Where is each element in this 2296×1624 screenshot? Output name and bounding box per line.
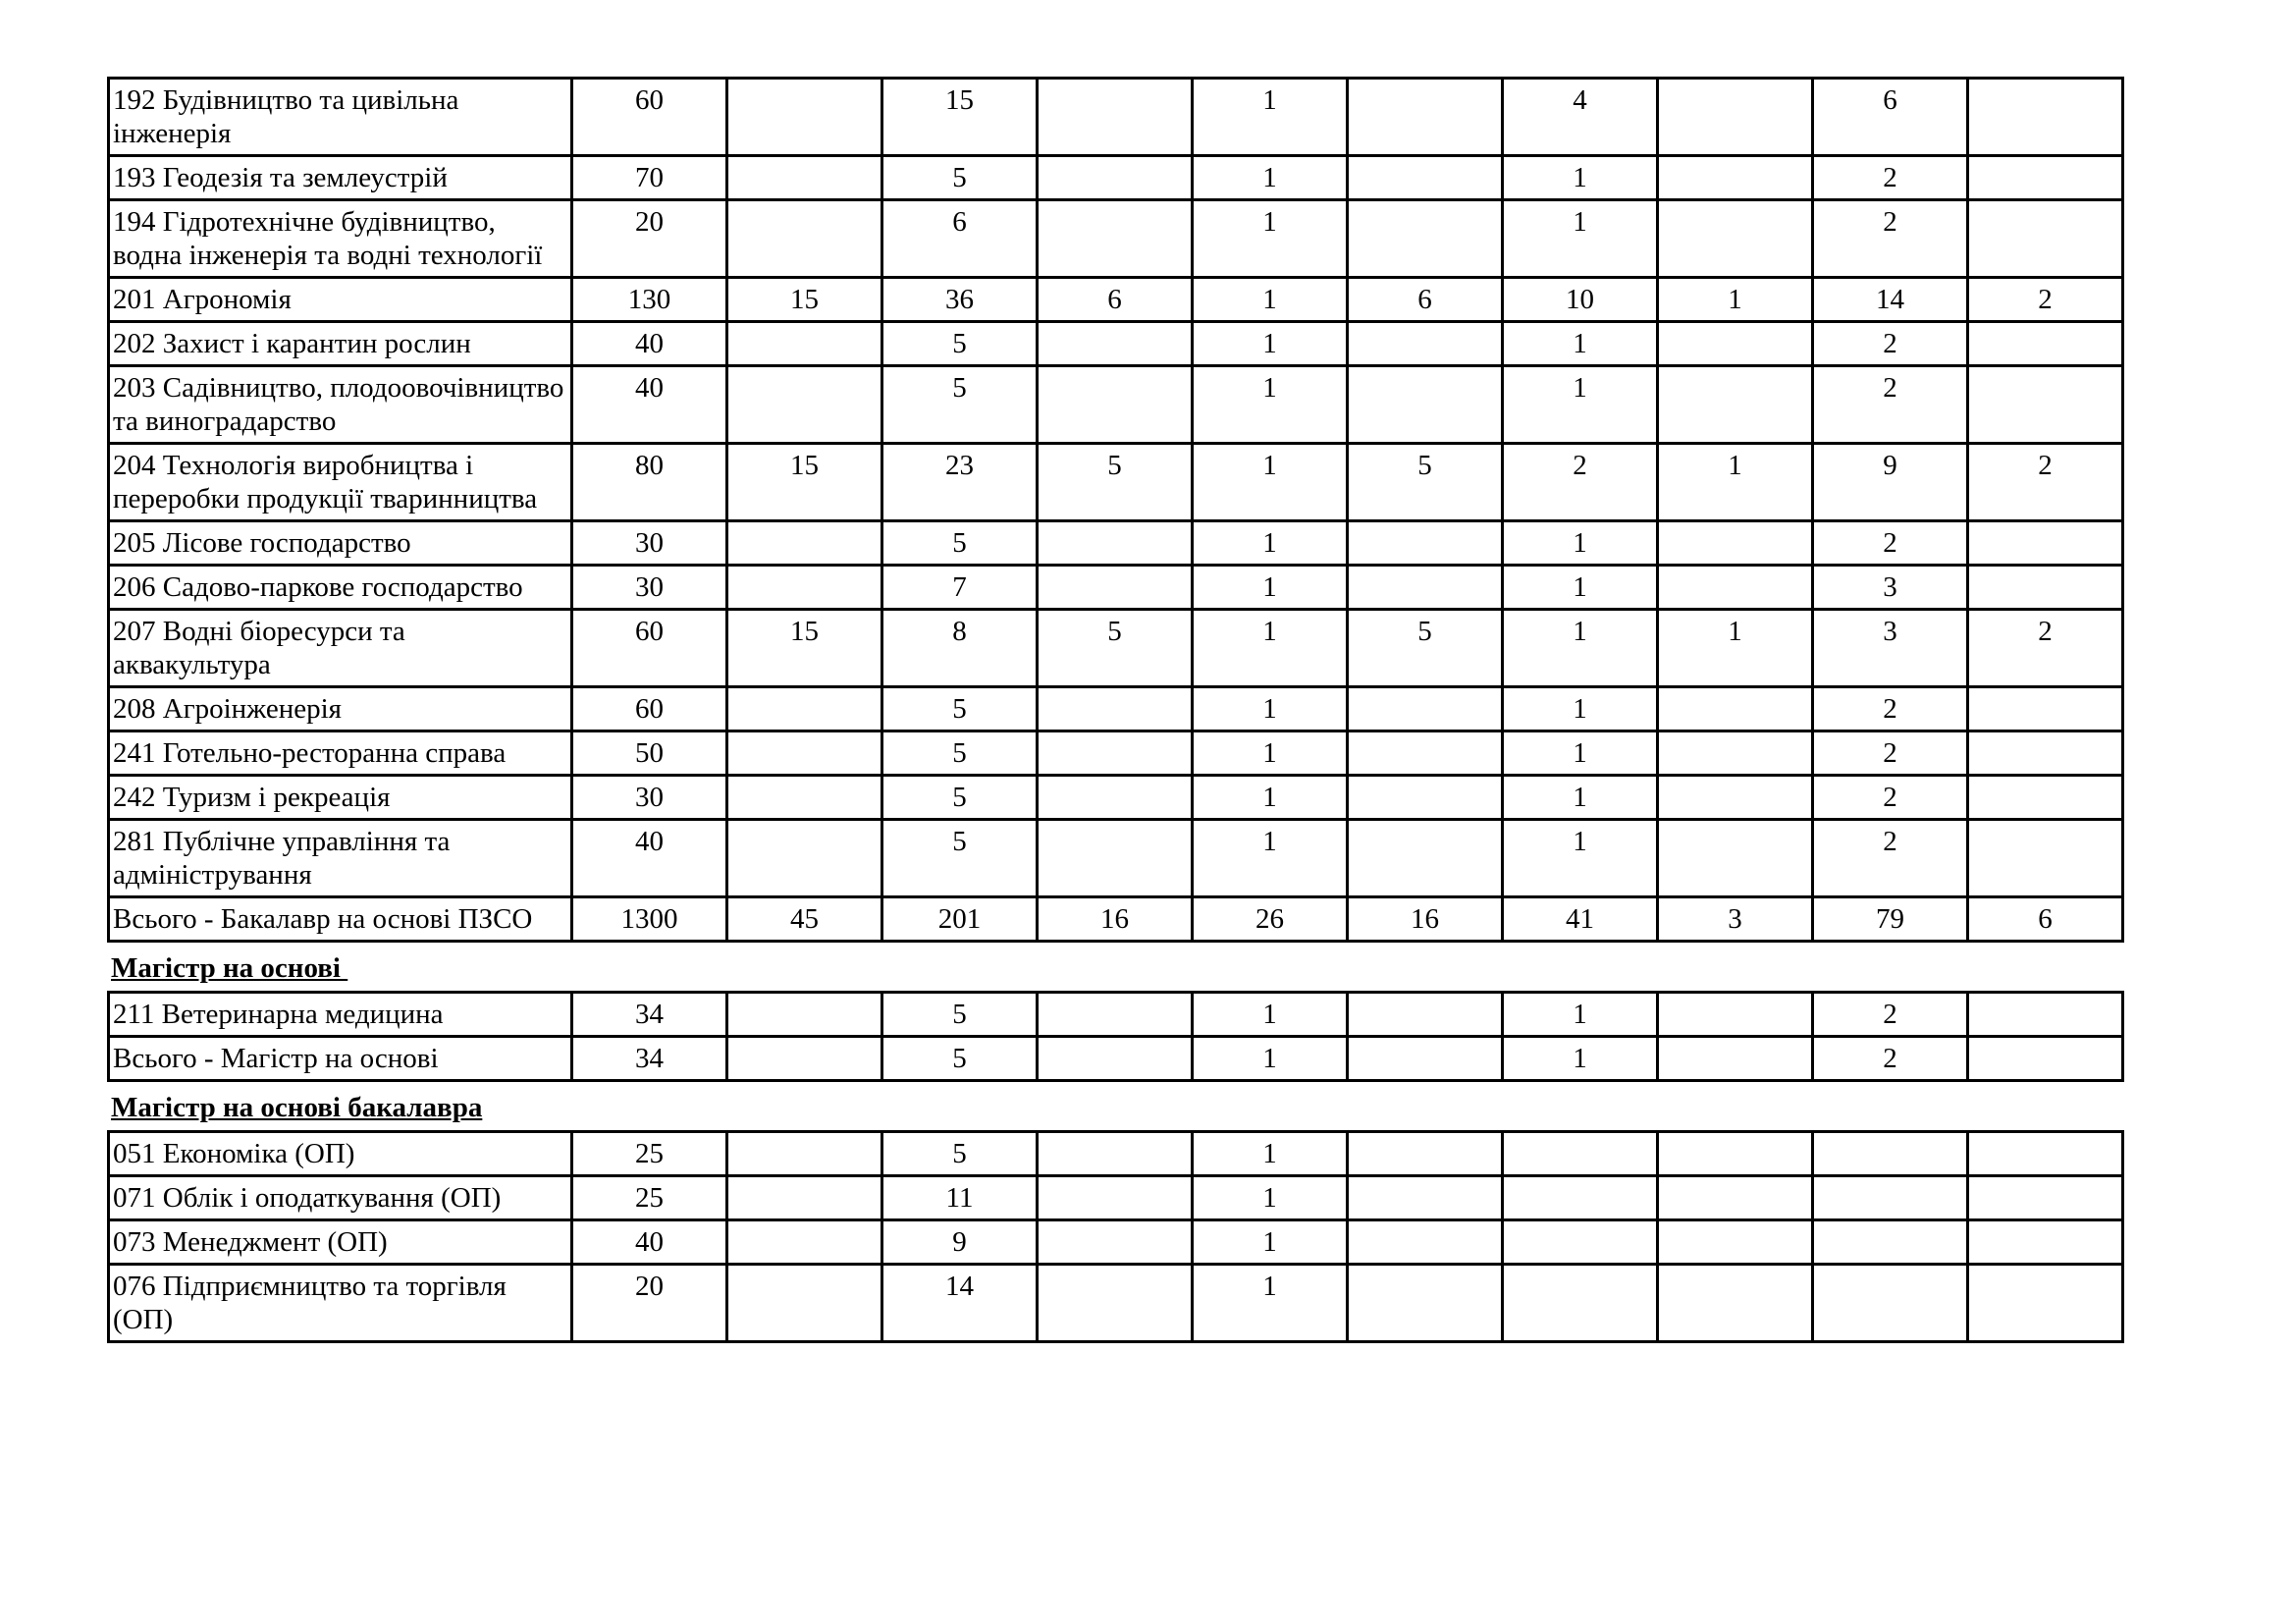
value-cell [1038, 776, 1193, 820]
value-cell: 1 [1503, 731, 1658, 776]
specialty-name-cell: 051 Економіка (ОП) [109, 1132, 572, 1176]
value-cell: 15 [727, 278, 882, 322]
document-page [107, 77, 2123, 1343]
value-cell: 1 [1193, 366, 1348, 444]
value-cell: 1 [1503, 610, 1658, 687]
table-row [109, 366, 2123, 444]
value-cell [1348, 200, 1503, 278]
table-row [109, 731, 2123, 776]
value-cell: 2 [1968, 610, 2123, 687]
value-cell: 1 [1193, 444, 1348, 521]
value-cell [727, 776, 882, 820]
value-cell: 2 [1813, 156, 1968, 200]
value-cell [1968, 156, 2123, 200]
value-cell [727, 322, 882, 366]
table-row [109, 444, 2123, 521]
value-cell: 1 [1193, 79, 1348, 156]
value-cell: 1 [1193, 1176, 1348, 1220]
value-cell: 60 [572, 687, 727, 731]
value-cell: 2 [1813, 731, 1968, 776]
value-cell [727, 820, 882, 897]
value-cell: 5 [882, 993, 1038, 1037]
value-cell [1038, 156, 1193, 200]
value-cell: 11 [882, 1176, 1038, 1220]
value-cell [1348, 566, 1503, 610]
value-cell [727, 687, 882, 731]
specialty-name-cell: 208 Агроінженерія [109, 687, 572, 731]
value-cell [1658, 566, 1813, 610]
specialty-name-cell: 071 Облік і оподаткування (ОП) [109, 1176, 572, 1220]
specialty-name-cell: 242 Туризм і рекреація [109, 776, 572, 820]
value-cell [1038, 820, 1193, 897]
value-cell [1658, 1037, 1813, 1081]
value-cell: 1 [1193, 610, 1348, 687]
value-cell [1038, 687, 1193, 731]
specialty-name-cell: 073 Менеджмент (ОП) [109, 1220, 572, 1265]
value-cell [727, 79, 882, 156]
value-cell: 1 [1503, 820, 1658, 897]
value-cell [1038, 1132, 1193, 1176]
value-cell: 1 [1193, 156, 1348, 200]
table-row [109, 687, 2123, 731]
value-cell [1813, 1176, 1968, 1220]
table-row [109, 156, 2123, 200]
value-cell: 1 [1193, 521, 1348, 566]
value-cell [1968, 366, 2123, 444]
value-cell: 16 [1038, 897, 1193, 942]
value-cell [1813, 1132, 1968, 1176]
value-cell: 1 [1193, 1132, 1348, 1176]
value-cell [727, 366, 882, 444]
value-cell: 1 [1503, 1037, 1658, 1081]
value-cell: 1 [1193, 820, 1348, 897]
value-cell: 1 [1193, 278, 1348, 322]
value-cell [1968, 776, 2123, 820]
value-cell: 4 [1503, 79, 1658, 156]
value-cell: 3 [1813, 610, 1968, 687]
value-cell [1968, 322, 2123, 366]
value-cell: 1 [1193, 200, 1348, 278]
value-cell: 2 [1813, 1037, 1968, 1081]
specialty-name-cell: 241 Готельно-ресторанна справа [109, 731, 572, 776]
value-cell: 2 [1813, 200, 1968, 278]
value-cell: 1300 [572, 897, 727, 942]
specialty-name-cell: 076 Підприємництво та торгівля (ОП) [109, 1265, 572, 1342]
value-cell: 5 [882, 687, 1038, 731]
value-cell [1813, 1265, 1968, 1342]
value-cell [727, 993, 882, 1037]
value-cell: 5 [882, 322, 1038, 366]
value-cell: 2 [1968, 444, 2123, 521]
specialty-name-cell: 203 Садівництво, плодоовочівництво та виноградарство [109, 366, 572, 444]
value-cell [1968, 993, 2123, 1037]
value-cell [1968, 731, 2123, 776]
value-cell [727, 566, 882, 610]
table-row [109, 1220, 2123, 1265]
value-cell: 6 [1038, 278, 1193, 322]
value-cell: 1 [1193, 1265, 1348, 1342]
value-cell [727, 1176, 882, 1220]
value-cell [1038, 731, 1193, 776]
value-cell: 1 [1658, 444, 1813, 521]
specialty-name-cell: 194 Гідротехнічне будівництво, водна інженерія та водні технології [109, 200, 572, 278]
value-cell [1658, 366, 1813, 444]
value-cell: 1 [1193, 993, 1348, 1037]
value-cell: 5 [882, 820, 1038, 897]
value-cell: 1 [1503, 156, 1658, 200]
value-cell [727, 200, 882, 278]
value-cell [1038, 79, 1193, 156]
value-cell [1968, 1132, 2123, 1176]
value-cell [1658, 993, 1813, 1037]
table-master-bachelor [107, 1130, 2124, 1343]
value-cell: 34 [572, 1037, 727, 1081]
value-cell: 26 [1193, 897, 1348, 942]
specialty-name-cell: 281 Публічне управління та адміністрування [109, 820, 572, 897]
value-cell: 1 [1503, 993, 1658, 1037]
value-cell: 1 [1503, 566, 1658, 610]
value-cell: 40 [572, 366, 727, 444]
value-cell [727, 731, 882, 776]
value-cell: 9 [882, 1220, 1038, 1265]
value-cell [1658, 1176, 1813, 1220]
value-cell [1348, 993, 1503, 1037]
value-cell: 23 [882, 444, 1038, 521]
value-cell [1968, 1265, 2123, 1342]
value-cell: 2 [1813, 776, 1968, 820]
value-cell: 1 [1503, 366, 1658, 444]
value-cell [1038, 1037, 1193, 1081]
table-row [109, 993, 2123, 1037]
specialty-name-cell: 211 Ветеринарна медицина [109, 993, 572, 1037]
value-cell [727, 521, 882, 566]
section-title-master-base: Магістр на основі [111, 952, 348, 984]
table-row [109, 1265, 2123, 1342]
value-cell: 1 [1193, 1220, 1348, 1265]
value-cell: 6 [1968, 897, 2123, 942]
value-cell: 34 [572, 993, 727, 1037]
value-cell [1348, 1220, 1503, 1265]
value-cell [1968, 200, 2123, 278]
value-cell [727, 1220, 882, 1265]
value-cell: 40 [572, 820, 727, 897]
value-cell [1968, 566, 2123, 610]
value-cell: 10 [1503, 278, 1658, 322]
value-cell: 3 [1813, 566, 1968, 610]
value-cell [1658, 687, 1813, 731]
value-cell: 79 [1813, 897, 1968, 942]
table-row [109, 610, 2123, 687]
value-cell: 2 [1813, 521, 1968, 566]
value-cell: 2 [1813, 820, 1968, 897]
table-bachelor-pzso [107, 77, 2124, 943]
value-cell [1348, 1176, 1503, 1220]
value-cell: 15 [727, 610, 882, 687]
value-cell: 5 [1348, 610, 1503, 687]
value-cell [1503, 1265, 1658, 1342]
value-cell: 1 [1193, 731, 1348, 776]
value-cell [1038, 322, 1193, 366]
value-cell [1658, 156, 1813, 200]
value-cell: 3 [1658, 897, 1813, 942]
value-cell [727, 1132, 882, 1176]
value-cell [1348, 1132, 1503, 1176]
value-cell [1658, 322, 1813, 366]
value-cell [1658, 200, 1813, 278]
value-cell [1038, 1220, 1193, 1265]
table-row [109, 521, 2123, 566]
value-cell: 6 [1813, 79, 1968, 156]
specialty-name-cell: 201 Агрономія [109, 278, 572, 322]
value-cell [1348, 366, 1503, 444]
value-cell: 9 [1813, 444, 1968, 521]
value-cell: 1 [1193, 566, 1348, 610]
value-cell [1968, 820, 2123, 897]
value-cell: 5 [882, 731, 1038, 776]
value-cell: 2 [1813, 993, 1968, 1037]
value-cell [1348, 322, 1503, 366]
value-cell: 70 [572, 156, 727, 200]
value-cell: 30 [572, 521, 727, 566]
value-cell: 7 [882, 566, 1038, 610]
value-cell [1968, 1037, 2123, 1081]
value-cell [1968, 521, 2123, 566]
value-cell: 30 [572, 566, 727, 610]
value-cell [1968, 1176, 2123, 1220]
table-row [109, 278, 2123, 322]
value-cell: 15 [727, 444, 882, 521]
table-master-base [107, 991, 2124, 1082]
value-cell: 130 [572, 278, 727, 322]
value-cell: 50 [572, 731, 727, 776]
value-cell: 1 [1503, 322, 1658, 366]
table-row [109, 1037, 2123, 1081]
value-cell [1348, 1037, 1503, 1081]
value-cell: 1 [1193, 776, 1348, 820]
table-row [109, 1132, 2123, 1176]
value-cell: 1 [1658, 610, 1813, 687]
value-cell: 1 [1503, 687, 1658, 731]
table-row [109, 79, 2123, 156]
value-cell: 14 [882, 1265, 1038, 1342]
value-cell [727, 1037, 882, 1081]
value-cell [1348, 156, 1503, 200]
value-cell [1348, 687, 1503, 731]
table-row [109, 322, 2123, 366]
value-cell: 14 [1813, 278, 1968, 322]
value-cell: 1 [1193, 687, 1348, 731]
value-cell: 1 [1503, 200, 1658, 278]
value-cell: 5 [1038, 444, 1193, 521]
value-cell [1658, 820, 1813, 897]
value-cell: 5 [882, 1037, 1038, 1081]
value-cell: 40 [572, 322, 727, 366]
value-cell: 6 [1348, 278, 1503, 322]
value-cell: 25 [572, 1176, 727, 1220]
value-cell [1658, 776, 1813, 820]
value-cell: 60 [572, 610, 727, 687]
specialty-name-cell: 207 Водні біоресурси та аквакультура [109, 610, 572, 687]
specialty-name-cell: Всього - Магістр на основі [109, 1037, 572, 1081]
value-cell [1968, 687, 2123, 731]
value-cell: 25 [572, 1132, 727, 1176]
value-cell [1658, 1132, 1813, 1176]
value-cell [1348, 820, 1503, 897]
value-cell [1348, 1265, 1503, 1342]
value-cell: 15 [882, 79, 1038, 156]
value-cell: 30 [572, 776, 727, 820]
value-cell: 1 [1503, 776, 1658, 820]
value-cell [1658, 521, 1813, 566]
value-cell: 2 [1813, 687, 1968, 731]
value-cell: 1 [1193, 1037, 1348, 1081]
specialty-name-cell: 206 Садово-паркове господарство [109, 566, 572, 610]
specialty-name-cell: Всього - Бакалавр на основі ПЗСО [109, 897, 572, 942]
value-cell: 80 [572, 444, 727, 521]
value-cell: 41 [1503, 897, 1658, 942]
value-cell: 6 [882, 200, 1038, 278]
table-row [109, 566, 2123, 610]
value-cell: 20 [572, 1265, 727, 1342]
value-cell: 2 [1503, 444, 1658, 521]
value-cell [1038, 566, 1193, 610]
table-row [109, 1176, 2123, 1220]
value-cell [1038, 366, 1193, 444]
value-cell [1658, 79, 1813, 156]
value-cell: 1 [1503, 521, 1658, 566]
value-cell [1038, 200, 1193, 278]
specialty-name-cell: 205 Лісове господарство [109, 521, 572, 566]
value-cell [727, 1265, 882, 1342]
specialty-name-cell: 204 Технологія виробництва і переробки продукції тваринництва [109, 444, 572, 521]
value-cell: 5 [882, 366, 1038, 444]
table-row [109, 820, 2123, 897]
value-cell [1348, 79, 1503, 156]
specialty-name-cell: 202 Захист і карантин рослин [109, 322, 572, 366]
value-cell: 5 [882, 156, 1038, 200]
value-cell: 5 [1038, 610, 1193, 687]
value-cell [1658, 1265, 1813, 1342]
value-cell [1038, 1265, 1193, 1342]
value-cell [1968, 79, 2123, 156]
value-cell: 45 [727, 897, 882, 942]
value-cell: 16 [1348, 897, 1503, 942]
value-cell: 8 [882, 610, 1038, 687]
value-cell: 36 [882, 278, 1038, 322]
value-cell: 5 [1348, 444, 1503, 521]
value-cell [1658, 1220, 1813, 1265]
value-cell: 2 [1968, 278, 2123, 322]
value-cell [1503, 1220, 1658, 1265]
table-row [109, 200, 2123, 278]
value-cell [1813, 1220, 1968, 1265]
value-cell [1348, 776, 1503, 820]
value-cell [1503, 1176, 1658, 1220]
specialty-name-cell: 192 Будівництво та цивільна інженерія [109, 79, 572, 156]
table-row [109, 776, 2123, 820]
section-title-master-bachelor: Магістр на основі бакалавра [111, 1092, 483, 1123]
value-cell: 5 [882, 776, 1038, 820]
value-cell [1348, 731, 1503, 776]
value-cell [1038, 1176, 1193, 1220]
value-cell: 60 [572, 79, 727, 156]
value-cell: 5 [882, 1132, 1038, 1176]
value-cell: 20 [572, 200, 727, 278]
value-cell: 5 [882, 521, 1038, 566]
value-cell: 2 [1813, 322, 1968, 366]
value-cell [1658, 731, 1813, 776]
value-cell [1968, 1220, 2123, 1265]
value-cell [1038, 521, 1193, 566]
value-cell: 2 [1813, 366, 1968, 444]
specialty-name-cell: 193 Геодезія та землеустрій [109, 156, 572, 200]
value-cell: 1 [1193, 322, 1348, 366]
value-cell [1038, 993, 1193, 1037]
value-cell: 40 [572, 1220, 727, 1265]
value-cell: 201 [882, 897, 1038, 942]
value-cell [1348, 521, 1503, 566]
table-row [109, 897, 2123, 942]
value-cell [1503, 1132, 1658, 1176]
value-cell: 1 [1658, 278, 1813, 322]
value-cell [727, 156, 882, 200]
